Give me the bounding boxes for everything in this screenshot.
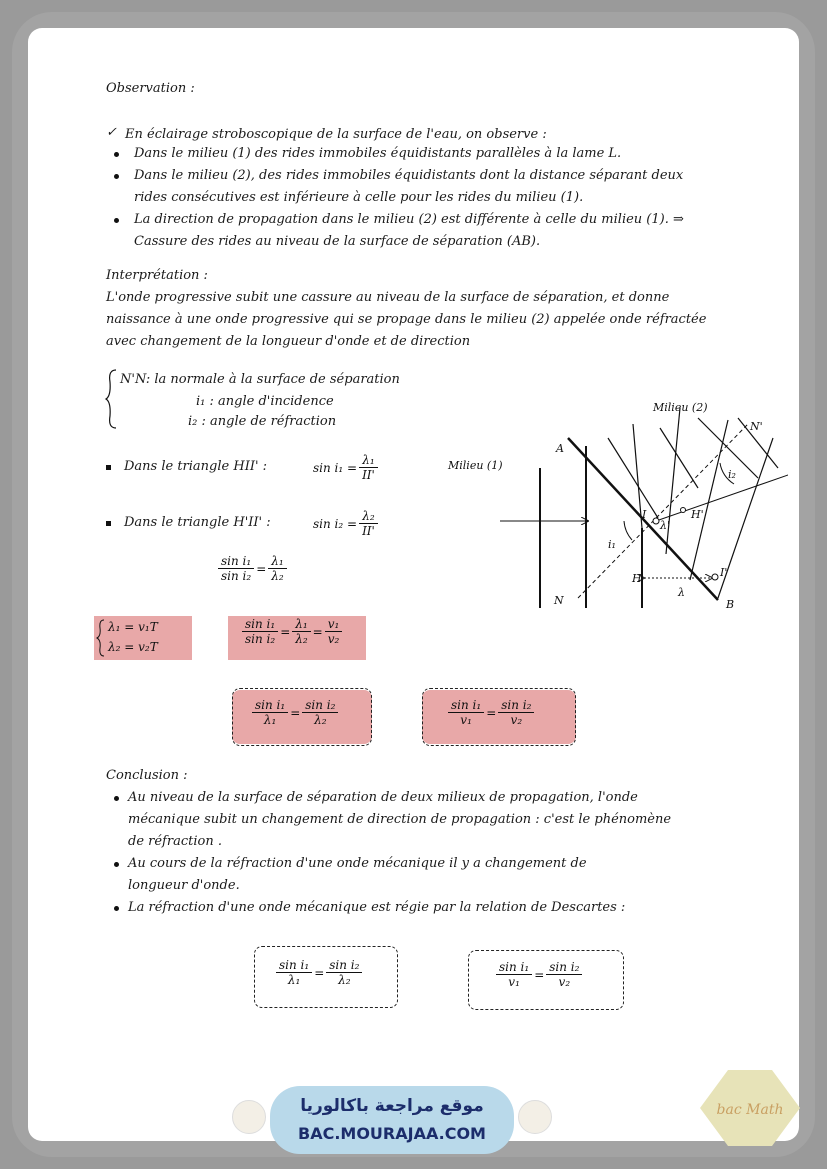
denominator: λ₂	[295, 632, 308, 646]
denominator: λ₂	[271, 569, 284, 583]
refracted-ray	[656, 468, 788, 521]
numerator: sin i₂	[326, 958, 362, 973]
label-milieu1: Milieu (1)	[448, 459, 503, 472]
bullet-icon	[114, 152, 119, 157]
numerator: λ₁	[359, 453, 377, 468]
denominator: II'	[362, 524, 375, 538]
curly-brace-icon	[96, 618, 106, 658]
curly-brace-icon	[104, 368, 118, 430]
conclusion-line-5: longueur d'onde.	[128, 878, 240, 893]
numerator: sin i₂	[302, 698, 338, 713]
final-velocity-formula	[494, 960, 584, 989]
refraction-diagram	[428, 368, 788, 608]
definition-normal: N'N: la normale à la surface de séparation	[120, 372, 400, 387]
equals-sign: =	[314, 965, 325, 980]
site-banner[interactable]	[270, 1086, 514, 1154]
numerator: sin i₂	[546, 960, 582, 975]
definition-i2: i₂ : angle de réfraction	[188, 414, 337, 429]
label-I: I	[642, 508, 647, 521]
point-I-prime	[712, 574, 718, 580]
observation-item-2b: rides consécutives est inférieure à celle pour les rides du milieu (1).	[134, 190, 584, 205]
denominator: v₂	[327, 632, 340, 646]
numerator: v₁	[325, 617, 343, 632]
label-lambda-prime: λ'	[660, 519, 670, 532]
wavefront-line	[608, 438, 658, 518]
square-bullet-icon	[106, 521, 111, 526]
equals-sign: =	[486, 705, 497, 720]
angle-i1-arc	[624, 521, 632, 540]
denominator: v₂	[558, 975, 571, 989]
definition-i1: i₁ : angle d'incidence	[196, 394, 334, 409]
numerator: λ₁	[268, 554, 286, 569]
conclusion-title: Conclusion :	[106, 768, 188, 783]
observation-title: Observation :	[106, 81, 195, 96]
check-icon: ✓	[106, 125, 117, 140]
equals-sign: =	[534, 967, 545, 982]
label-H: H	[632, 572, 642, 585]
triangle-1-label: Dans le triangle HII' :	[124, 459, 268, 474]
sin-i1-lhs: sin i₁ =	[313, 460, 358, 475]
observation-item-1: Dans le milieu (1) des rides immobiles équidistants parallèles à la lame L.	[134, 146, 622, 161]
label-B: B	[726, 598, 735, 608]
conclusion-line-2: mécanique subit un changement de direction de propagation : c'est le phénomène	[128, 812, 672, 827]
bullet-icon	[114, 862, 119, 867]
numerator: λ₁	[292, 617, 310, 632]
sin-i2-lhs: sin i₂ =	[313, 516, 358, 531]
numerator: sin i₁	[242, 617, 278, 632]
observation-item-2: Dans le milieu (2), des rides immobiles équidistants dont la distance séparant deux	[134, 168, 684, 183]
denominator: λ₂	[338, 973, 351, 987]
interpretation-line-2: naissance à une onde progressive qui se propage dans le milieu (2) appelée onde réfractée	[106, 312, 707, 327]
system-line-2: λ₂ = v₂T	[108, 640, 158, 654]
label-H-prime: H'	[691, 508, 704, 521]
equals-sign: =	[256, 561, 267, 576]
banner-arabic-title: موقع مراجعة باكالوريا	[300, 1096, 484, 1116]
ratio-full-formula	[240, 617, 344, 646]
page-frame	[12, 12, 815, 1157]
banner-url[interactable]: BAC.MOURAJAA.COM	[298, 1124, 486, 1143]
site-logo-icon	[232, 1100, 266, 1134]
observation-item-3: La direction de propagation dans le milieu (2) est différente à celle du milieu (1). ⇒	[134, 212, 684, 227]
denominator: λ₁	[263, 713, 277, 727]
equals-sign: =	[280, 624, 291, 639]
wavefront-line	[666, 408, 680, 554]
bullet-icon	[114, 906, 119, 911]
denominator: II'	[362, 468, 375, 482]
denominator: sin i₂	[245, 632, 276, 646]
denominator: λ₁	[287, 973, 301, 987]
numerator: sin i₁	[252, 698, 288, 713]
bac-math-logo	[698, 1068, 802, 1148]
system-line-1: λ₁ = v₁T	[108, 620, 158, 634]
label-N-prime: N'	[750, 420, 763, 433]
descartes-lambda-formula	[250, 698, 340, 727]
denominator: v₁	[508, 975, 520, 989]
document-sheet	[28, 28, 799, 1141]
equals-sign: =	[290, 705, 301, 720]
ratio-formula	[216, 554, 289, 583]
descartes-velocity-formula	[446, 698, 536, 727]
denominator: λ₂	[314, 713, 327, 727]
label-N: N	[554, 594, 564, 607]
observation-item-3b: Cassure des rides au niveau de la surface de séparation (AB).	[134, 234, 541, 249]
point-H-prime	[681, 508, 686, 513]
label-milieu2: Milieu (2)	[653, 401, 708, 414]
wavefront-line	[690, 420, 728, 580]
interpretation-line-1: L'onde progressive subit une cassure au niveau de la surface de séparation, et donne	[106, 290, 670, 305]
denominator: v₁	[460, 713, 472, 727]
numerator: sin i₂	[498, 698, 534, 713]
numerator: sin i₁	[496, 960, 532, 975]
equals-sign: =	[312, 624, 323, 639]
wavefront-line	[660, 428, 698, 488]
observation-intro: En éclairage stroboscopique de la surface de l'eau, on observe :	[125, 127, 547, 142]
label-i2: i₂	[728, 468, 736, 481]
conclusion-line-1: Au niveau de la surface de séparation de deux milieux de propagation, l'onde	[128, 790, 638, 805]
label-i1: i₁	[608, 538, 616, 551]
triangle-2-formula	[313, 509, 380, 538]
numerator: sin i₁	[448, 698, 484, 713]
square-bullet-icon	[106, 465, 111, 470]
triangle-1-formula	[313, 453, 380, 482]
conclusion-line-4: Au cours de la réfraction d'une onde mécanique il y a changement de	[128, 856, 587, 871]
bullet-icon	[114, 218, 119, 223]
label-A: A	[556, 442, 564, 455]
brand-text: bac Math	[716, 1102, 784, 1118]
denominator: sin i₂	[221, 569, 252, 583]
denominator: v₂	[510, 713, 523, 727]
interpretation-title: Interprétation :	[106, 268, 208, 283]
bullet-icon	[114, 796, 119, 801]
numerator: sin i₁	[276, 958, 312, 973]
label-lambda: λ	[678, 586, 685, 599]
label-I-prime: I'	[720, 566, 728, 579]
numerator: λ₂	[359, 509, 377, 524]
conclusion-line-6: La réfraction d'une onde mécanique est régie par la relation de Descartes :	[128, 900, 626, 915]
numerator: sin i₁	[218, 554, 254, 569]
conclusion-line-3: de réfraction .	[128, 834, 222, 849]
point-I	[653, 518, 659, 524]
interpretation-line-3: avec changement de la longueur d'onde et de direction	[106, 334, 471, 349]
bullet-icon	[114, 174, 119, 179]
triangle-2-label: Dans le triangle H'II' :	[124, 515, 271, 530]
site-logo-icon	[518, 1100, 552, 1134]
final-lambda-formula	[274, 958, 364, 987]
